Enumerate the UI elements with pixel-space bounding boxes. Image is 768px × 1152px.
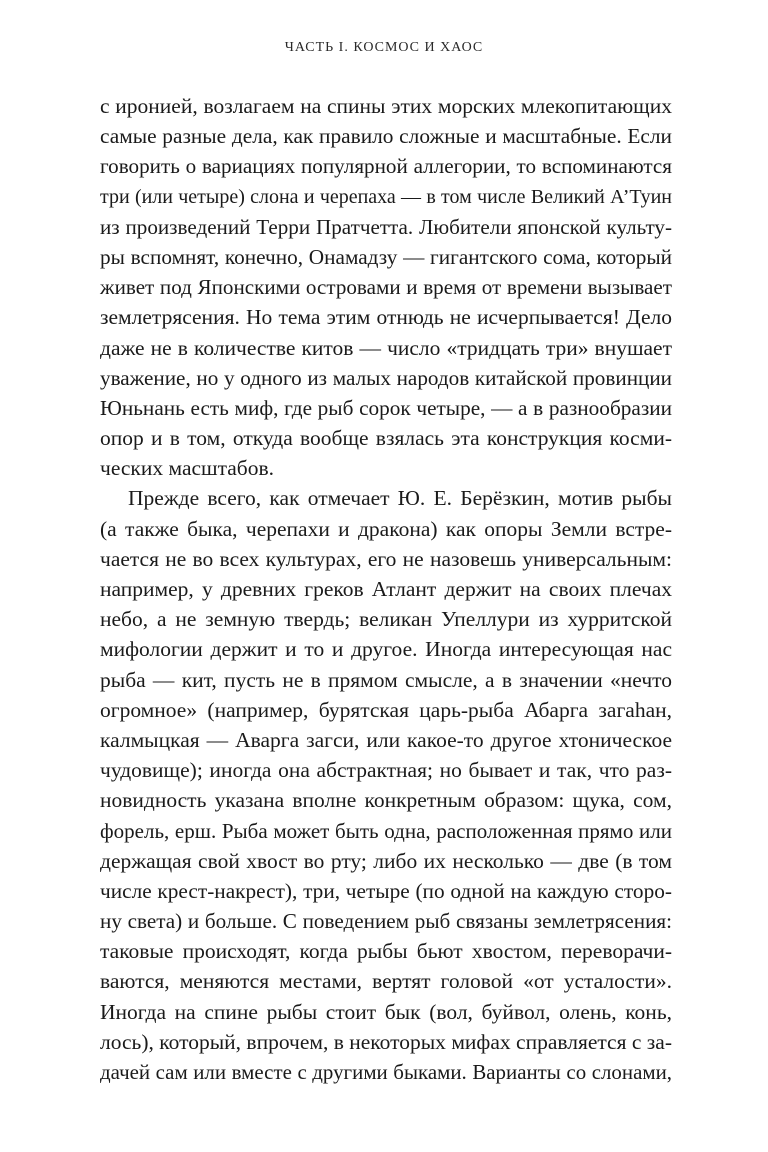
text-line: из произведений Терри Пратчетта. Любители японской культу- xyxy=(100,214,672,239)
text-line: ры вспомнят, конечно, Онамадзу — гигантского сома, который xyxy=(100,244,672,269)
text-line: калмыцкая — Аварга загси, или какое-то другое хтоническое xyxy=(100,727,672,752)
text-line: чается не во всех культурах, его не назовешь универсальным: xyxy=(100,546,672,571)
text-line: таковые происходят, когда рыбы бьют хвостом, переворачи- xyxy=(100,939,672,964)
text-line: землетрясения. Но тема этим отнюдь не исчерпывается! Дело xyxy=(100,305,672,330)
text-line: Прежде всего, как отмечает Ю. Е. Берёзкин, мотив рыбы xyxy=(128,486,672,511)
text-line: опор и в том, откуда вообще взялась эта конструкция косми- xyxy=(100,426,672,451)
text-line: говорить о вариациях популярной аллегории, то вспоминаются xyxy=(100,154,672,179)
text-line: числе крест-накрест), три, четыре (по одной на каждую сторо- xyxy=(100,878,672,903)
text-line: небо, а не земную твердь; великан Упеллури из хурритской xyxy=(100,607,672,632)
text-line: огромное» (например, бурятская царь-рыба Абарга загаһан, xyxy=(100,697,672,722)
text-line: самые разные дела, как правило сложные и масштабные. Если xyxy=(100,124,672,149)
paragraph-1 xyxy=(100,91,672,483)
text-line: рыба — кит, пусть не в прямом смысле, а в значении «нечто xyxy=(100,667,672,692)
text-line: живет под Японскими островами и время от времени вызывает xyxy=(100,275,672,300)
text-line: уважение, но у одного из малых народов китайской провинции xyxy=(100,365,672,390)
text-line: например, у древних греков Атлант держит на своих плечах xyxy=(100,577,672,601)
text-line: форель, ерш. Рыба может быть одна, расположенная прямо или xyxy=(100,818,672,843)
text-line: Иногда на спине рыбы стоит бык (вол, буйвол, олень, конь, xyxy=(100,999,672,1024)
text-line: держащая свой хвост во рту; либо их несколько — две (в том xyxy=(100,848,672,873)
text-line: новидность указана вполне конкретным образом: щука, сом, xyxy=(100,788,672,813)
text-line: Юньнань есть миф, где рыб сорок четыре, — а в разнообразии xyxy=(100,395,672,420)
text-line: дачей сам или вместе с другими быками. Варианты со слонами, xyxy=(100,1060,672,1084)
running-header: ЧАСТЬ I. КОСМОС И ХАОС xyxy=(284,40,484,55)
text-line: ну света) и больше. С поведением рыб связаны землетрясения: xyxy=(100,909,672,934)
paragraph-2 xyxy=(100,483,672,1087)
text-line: ческих масштабов. xyxy=(100,456,275,481)
text-line: мифологии держит и то и другое. Иногда интересующая нас xyxy=(100,637,672,662)
text-line: лось), который, впрочем, в некоторых мифах справляется с за- xyxy=(100,1029,672,1054)
text-line: даже не в количестве китов — число «тридцать три» внушает xyxy=(100,335,672,360)
text-line: (а также быка, черепахи и дракона) как опоры Земли встре- xyxy=(100,516,672,541)
text-line: чудовище); иногда она абстрактная; но бывает и так, что раз- xyxy=(100,758,672,783)
text-line: ваются, меняются местами, вертят головой «от усталости». xyxy=(100,969,672,994)
text-line: три (или четыре) слона и черепаха — в том числе Великий А’Туин xyxy=(100,185,672,208)
body-text xyxy=(100,91,672,1087)
text-line: с иронией, возлагаем на спины этих морских млекопитающих xyxy=(100,94,672,118)
